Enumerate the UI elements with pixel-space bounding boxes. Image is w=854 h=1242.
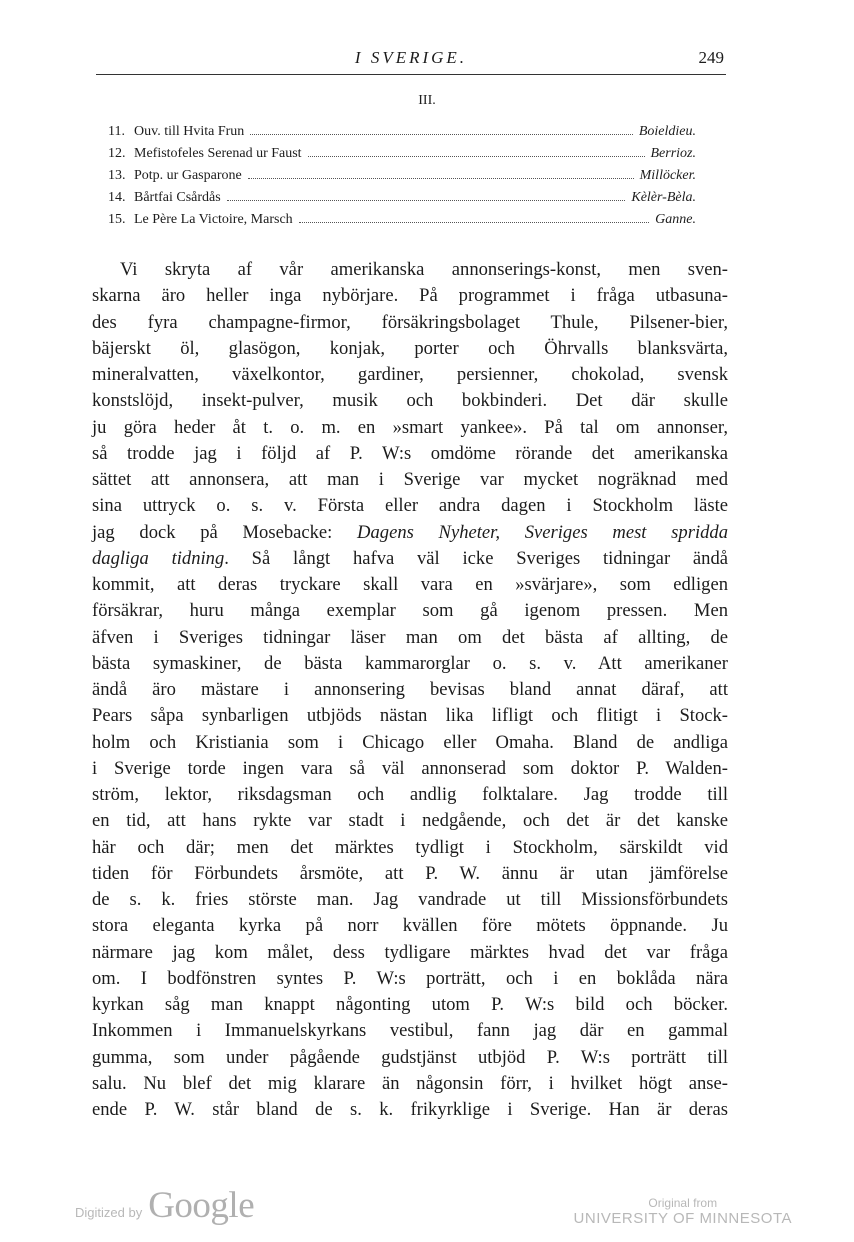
text-line: sättet att annonsera, att man i Sverige var mycket nogräknad med	[92, 469, 728, 490]
text-line: holm och Kristiania som i Chicago eller Omaha. Bland de andliga	[92, 731, 728, 753]
dot-leader	[248, 178, 634, 179]
google-logo: Google	[148, 1185, 255, 1226]
text-line: salu. Nu blef det mig klarare än någonsin förr, i hvilket högt anse-	[92, 1072, 728, 1094]
program-item-title: Mefistofeles Serenad ur Faust	[134, 146, 302, 161]
digitized-by-watermark	[75, 1184, 254, 1227]
program-item-title: Bårtfai Csårdås	[134, 190, 221, 205]
dot-leader	[250, 134, 633, 135]
text-line	[92, 520, 728, 546]
section-number: III.	[418, 93, 436, 108]
program-item-number: 11.	[108, 124, 125, 139]
text-line	[92, 546, 728, 572]
text-line: ändå äro mästare i annonsering bevisas bland annat däraf, att	[92, 679, 728, 700]
page-number: 249	[698, 48, 724, 67]
program-item	[108, 124, 696, 146]
text-segment: . Så långt hafva väl icke Sveriges tidningar ändå	[224, 547, 728, 569]
dot-leader	[299, 222, 650, 223]
text-line: äfven i Sveriges tidningar läser man om det bästa af allting, de	[92, 626, 728, 648]
program-item-number: 15.	[108, 212, 126, 227]
program-item-number: 12.	[108, 146, 126, 161]
text-line: kommit, att deras tryckare skall vara en »svärjare», som edligen	[92, 574, 728, 595]
text-line: ström, lektor, riksdagsman och andlig folktalare. Jag trodde till	[92, 784, 728, 805]
text-line: konstslöjd, insekt-pulver, musik och bokbinderi. Det där skulle	[92, 390, 728, 412]
text-line: kyrkan såg man knappt någonting utom P. W:s bild och böcker.	[92, 994, 728, 1015]
text-line: om. I bodfönstren syntes P. W:s porträtt, och i en boklåda nära	[92, 967, 728, 989]
text-line: skarna äro heller inga nybörjare. På programmet i fråga utbasuna-	[92, 285, 728, 307]
text-line: försäkrar, huru många exemplar som gå igenom pressen. Men	[92, 600, 728, 622]
program-item	[108, 168, 696, 190]
program-item-composer: Berrioz.	[650, 146, 696, 161]
text-line: så trodde jag i följd af P. W:s omdöme rörande det amerikanska	[92, 442, 728, 464]
text-line: sina uttryck o. s. v. Första eller andra dagen i Stockholm läste	[92, 495, 728, 517]
text-line: des fyra champagne-firmor, försäkringsbolaget Thule, Pilsener-bier,	[92, 311, 728, 333]
program-item	[108, 146, 696, 168]
original-from-label: Original from	[648, 1196, 718, 1210]
text-line: stora eleganta kyrka på norr kvällen före mötets öppnande. Ju	[92, 915, 728, 937]
dot-leader	[227, 200, 626, 201]
text-line: här och där; men det märktes tydligt i Stockholm, särskildt vid	[92, 836, 728, 858]
digitized-by-label: Digitized by	[75, 1205, 143, 1220]
text-line: ju göra heder åt t. o. m. en »smart yankee». På tal om annonser,	[92, 416, 728, 438]
program-item	[108, 190, 696, 212]
text-line: i Sverige torde ingen vara så väl annonserad som doktor P. Walden-	[92, 757, 728, 779]
source-watermark	[574, 1196, 792, 1227]
text-line: ende P. W. står bland de s. k. frikyrklige i Sverige. Han är deras	[92, 1099, 728, 1120]
program-item-title: Potp. ur Gasparone	[134, 168, 242, 183]
program-item-composer: Ganne.	[655, 212, 696, 227]
text-line: mineralvatten, växelkontor, gardiner, persienner, chokolad, svensk	[92, 364, 728, 385]
body-paragraph	[92, 257, 728, 1123]
program-item-number: 14.	[108, 190, 126, 205]
running-title: I SVERIGE.	[354, 48, 468, 67]
text-line: Inkommen i Immanuelskyrkans vestibul, fann jag där en gammal	[92, 1020, 728, 1042]
text-line: Pears såpa synbarligen utbjöds nästan lika lifligt och flitigt i Stock-	[92, 705, 728, 727]
newspaper-name-italic: Dagens Nyheter, Sveriges mest spridda	[357, 521, 728, 543]
text-line: tiden för Förbundets årsmöte, att P. W. ännu är utan jämförelse	[92, 862, 728, 884]
program-item-title: Ouv. till Hvita Frun	[134, 124, 245, 139]
text-line: närmare jag kom målet, dess tydligare märktes hvad det var fråga	[92, 941, 728, 963]
concert-program-list	[108, 124, 696, 234]
program-item-composer: Millöcker.	[639, 168, 696, 183]
program-item	[108, 212, 696, 234]
program-item-title: Le Père La Victoire, Marsch	[134, 212, 293, 227]
newspaper-name-italic: dagliga tidning	[92, 547, 225, 569]
text-segment: jag dock på Mosebacke:	[92, 521, 358, 543]
text-line: de s. k. fries störste man. Jag vandrade ut till Missionsförbundets	[92, 889, 728, 910]
text-line: Vi skryta af vår amerikanska annonserings-konst, men sven-	[120, 259, 728, 280]
running-header	[96, 48, 726, 75]
text-line: bäjerskt öl, glasögon, konjak, porter och Öhrvalls blanksvärta,	[92, 337, 728, 359]
program-item-number: 13.	[108, 168, 126, 183]
program-item-composer: Boieldieu.	[638, 124, 696, 139]
text-line: en tid, att hans rykte var stadt i nedgående, och det är det kanske	[92, 810, 728, 832]
university-label: UNIVERSITY OF MINNESOTA	[573, 1210, 792, 1227]
text-line: bästa symaskiner, de bästa kammarorglar o. s. v. Att amerikaner	[92, 652, 728, 674]
dot-leader	[308, 156, 645, 157]
program-item-composer: Kèlèr-Bèla.	[631, 190, 696, 205]
text-line: gumma, som under pågående gudstjänst utbjöd P. W:s porträtt till	[92, 1046, 728, 1068]
